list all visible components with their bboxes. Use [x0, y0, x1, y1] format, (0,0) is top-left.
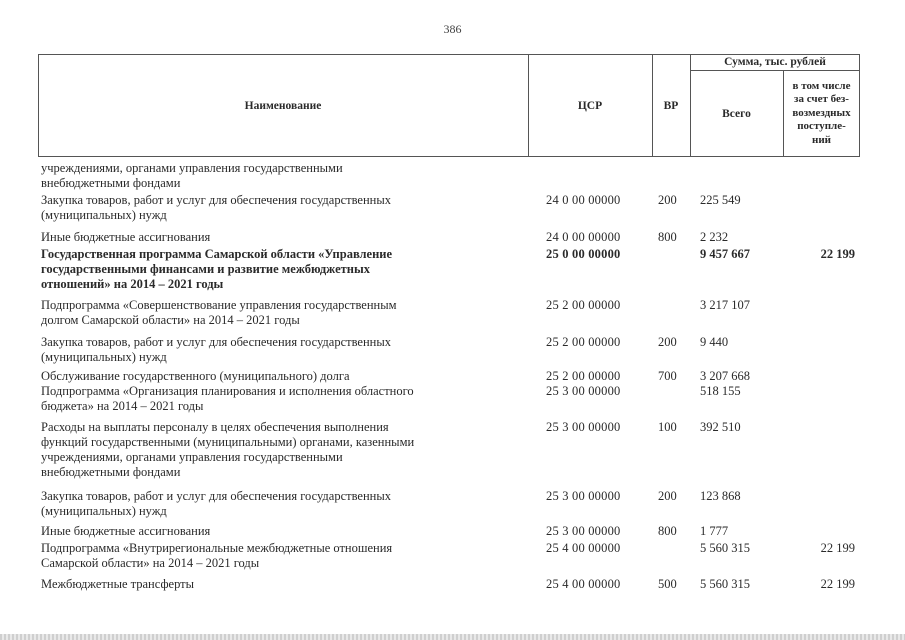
row-csr: 25 2 00 00000	[546, 335, 621, 349]
row-total: 3 207 668	[700, 369, 750, 383]
row-name: Подпрограмма «Совершенствование управления государственным долгом Самарской области» на 2014 – 2021 годы	[41, 298, 397, 327]
row-name: Межбюджетные трансферты	[41, 577, 195, 591]
row-csr: 25 3 00 00000	[546, 489, 621, 503]
header-total: Всего	[722, 107, 751, 120]
row-name: учреждениями, органами управления государственными внебюджетными фондами	[41, 161, 343, 190]
row-vr: 200	[658, 489, 677, 503]
row-total: 392 510	[700, 420, 741, 434]
row-vr: 200	[658, 193, 677, 207]
row-csr: 25 3 00 00000	[546, 420, 621, 434]
row-vr: 800	[658, 230, 677, 244]
row-name: Подпрограмма «Организация планирования и исполнения областного бюджета» на 2014 – 2021 годы	[41, 384, 414, 413]
row-total: 225 549	[700, 193, 741, 207]
row-name: Государственная программа Самарской области «Управление государственными финансами и развитие межбюджетных отношений» на 2014 – 2021 годы	[41, 247, 393, 291]
row-csr: 25 2 00 00000	[546, 298, 621, 312]
row-vr: 800	[658, 524, 677, 538]
row-csr: 25 2 00 00000	[546, 369, 621, 383]
row-vr: 200	[658, 335, 677, 349]
row-total: 9 457 667	[700, 247, 750, 261]
header-csr: ЦСР	[577, 99, 603, 112]
header-grants: в том числе за счет без- возмездных поступле- ний	[792, 79, 851, 146]
row-total: 3 217 107	[700, 298, 750, 312]
row-name: Иные бюджетные ассигнования	[41, 230, 211, 244]
row-csr: 24 0 00 00000	[546, 230, 621, 244]
row-csr: 25 0 00 00000	[546, 247, 621, 261]
row-csr: 25 4 00 00000	[546, 541, 621, 555]
row-name: Подпрограмма «Внутрирегиональные межбюджетные отношения Самарской области» на 2014 – 2021 годы	[41, 541, 393, 570]
scan-edge	[0, 634, 905, 640]
row-grant: 22 199	[820, 247, 855, 261]
row-vr: 700	[658, 369, 677, 383]
header-amount: Сумма, тыс. рублей	[724, 56, 826, 68]
row-csr: 24 0 00 00000	[546, 193, 621, 207]
row-total: 518 155	[700, 384, 741, 398]
row-name: Расходы на выплаты персоналу в целях обеспечения выполнения функций государственными (муниципальными) органами, казенными учреждениями, органами управления государственными внебюджетными фондами	[41, 420, 415, 479]
row-total: 123 868	[700, 489, 741, 503]
row-total: 9 440	[700, 335, 729, 349]
row-total: 5 560 315	[700, 577, 750, 591]
row-total: 1 777	[700, 524, 729, 538]
row-vr: 500	[658, 577, 677, 591]
row-grant: 22 199	[820, 541, 855, 555]
row-name: Иные бюджетные ассигнования	[41, 524, 211, 538]
page-number: 386	[443, 22, 462, 36]
row-total: 2 232	[700, 230, 729, 244]
row-csr: 25 4 00 00000	[546, 577, 621, 591]
header-vr: ВР	[663, 99, 679, 112]
row-name: Обслуживание государственного (муниципального) долга	[41, 369, 350, 383]
row-name: Закупка товаров, работ и услуг для обеспечения государственных (муниципальных) нужд	[41, 335, 392, 364]
header-name: Наименование	[244, 99, 322, 112]
row-csr: 25 3 00 00000	[546, 384, 621, 398]
row-name: Закупка товаров, работ и услуг для обеспечения государственных (муниципальных) нужд	[41, 193, 392, 222]
row-grant: 22 199	[820, 577, 855, 591]
row-name: Закупка товаров, работ и услуг для обеспечения государственных (муниципальных) нужд	[41, 489, 392, 518]
row-total: 5 560 315	[700, 541, 750, 555]
row-vr: 100	[658, 420, 677, 434]
row-csr: 25 3 00 00000	[546, 524, 621, 538]
